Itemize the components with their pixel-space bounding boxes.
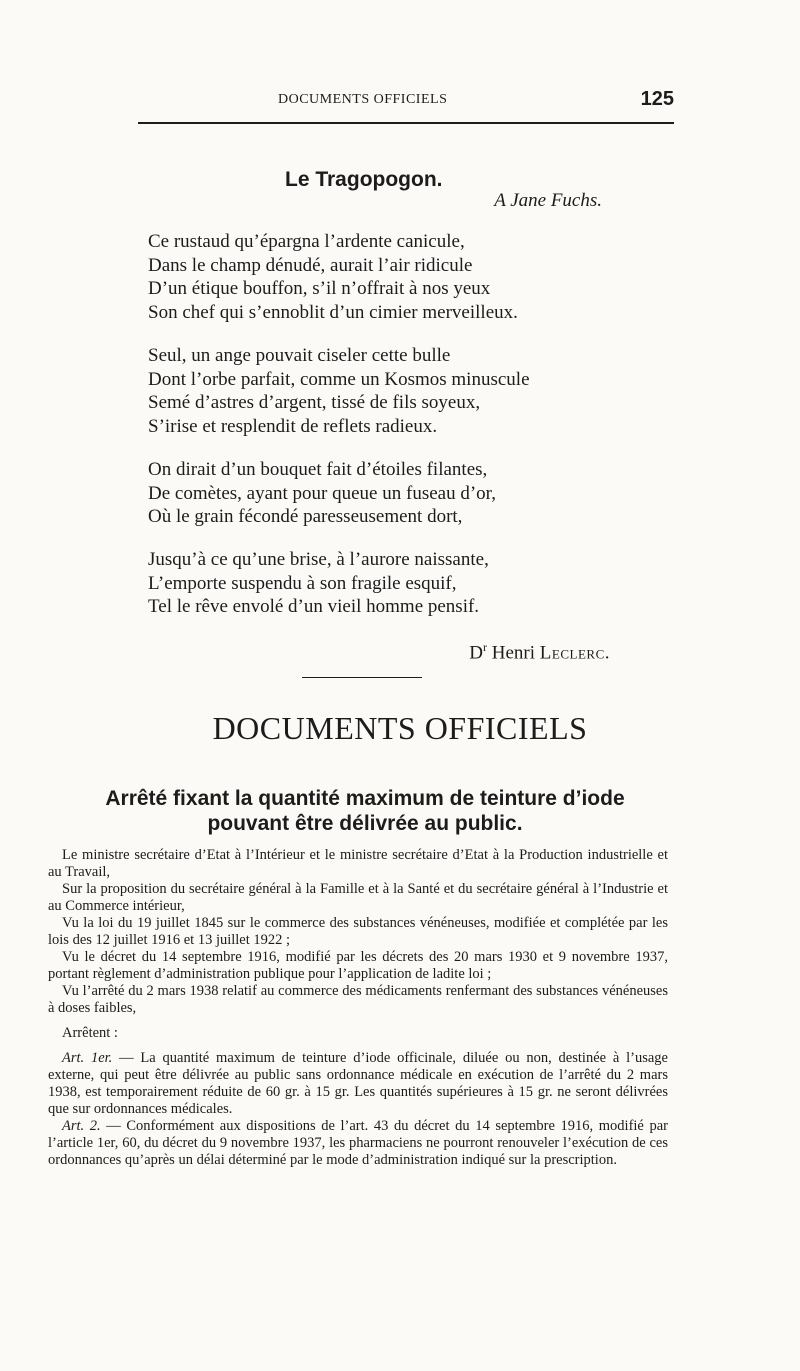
poem-stanza: [148, 344, 618, 438]
poem-signature: [469, 640, 610, 664]
signature-first-name: Henri: [491, 642, 536, 664]
poem-stanza: [148, 458, 618, 529]
poem-stanza: [148, 548, 618, 619]
poem-stanza: [148, 230, 618, 324]
body-paragraph: Le ministre secrétaire d’Etat à l’Intérieur et le ministre secrétaire d’Etat à la Production industrielle et au Travail,: [48, 847, 668, 880]
article-text: — Conformément aux dispositions de l’art. 43 du décret du 14 septembre 1916, modifié par l’article 1er, 60, du décret du 9 novembre 1937, les pharmaciens ne pourront renouveler l’exécution de ces ordonnances qu’après un délai déterminé par le mode d’administration indiqué sur la prescription.: [48, 1118, 668, 1168]
body-paragraph: Sur la proposition du secrétaire général à la Famille et à la Santé et du secrétaire général à l’Industrie et au Commerce intérieur,: [48, 881, 668, 914]
signature-prefix: D: [469, 642, 484, 664]
poem-dedication: A Jane Fuchs.: [494, 190, 602, 211]
poem-line: Semé d’astres d’argent, tissé de fils soyeux,: [148, 392, 481, 413]
running-title: DOCUMENTS OFFICIELS: [278, 92, 448, 107]
article-label: Art. 2.: [62, 1118, 101, 1134]
poem-line: Tel le rêve envolé d’un vieil homme pensif.: [148, 596, 480, 617]
article-label: Art. 1er.: [62, 1050, 113, 1066]
poem-line: L’emporte suspendu à son fragile esquif,: [148, 572, 457, 594]
article-1: [48, 1050, 668, 1118]
poem-line: Jusqu’à ce qu’une brise, à l’aurore naissante,: [148, 549, 489, 570]
poem-line: S’irise et resplendit de reflets radieux.: [148, 415, 438, 437]
poem-line: On dirait d’un bouquet fait d’étoiles filantes,: [148, 459, 488, 480]
poem-line: Seul, un ange pouvait ciseler cette bulle: [148, 345, 451, 366]
signature-sup: r: [483, 640, 488, 654]
poem-line: Dans le champ dénudé, aurait l’air ridicule: [148, 254, 473, 276]
arrete-title: [0, 786, 730, 836]
body-paragraph: Vu l’arrêté du 2 mars 1938 relatif au commerce des médicaments renfermant des substances vénéneuses à doses faibles,: [48, 983, 668, 1016]
poem-title: Le Tragopogon.: [285, 168, 443, 191]
poem-line: D’un étique bouffon, s’il n’offrait à nos yeux: [148, 278, 491, 299]
article-text: — La quantité maximum de teinture d’iode officinale, diluée ou non, destinée à l’usage externe, qui peut être délivrée au public sans ordonnance médicale en exécution de l’arrêté du 2 mars 1938, est temporairement réduite de 60 gr. à 15 gr. Les quantités supérieures à 15 gr. ne seront délivrées que sur ordonnances médicales.: [48, 1050, 668, 1117]
arrete-title-line: pouvant être délivrée au public.: [207, 812, 523, 835]
body-paragraph: Vu la loi du 19 juillet 1845 sur le commerce des substances vénéneuses, modifiée et complétée par les lois des 12 juillet 1916 et 13 juillet 1922 ;: [48, 915, 668, 948]
poem-line: Dont l’orbe parfait, comme un Kosmos minuscule: [148, 368, 530, 390]
running-head: [140, 90, 674, 114]
poem-line: Son chef qui s’ennoblit d’un cimier merveilleux.: [148, 301, 518, 323]
poem-line: Ce rustaud qu’épargna l’ardente canicule,: [148, 231, 465, 252]
section-divider: [302, 677, 422, 678]
body-paragraph: Arrêtent :: [62, 1025, 118, 1041]
header-rule: [138, 122, 674, 124]
section-title: DOCUMENTS OFFICIELS: [212, 710, 588, 746]
article-2: [48, 1118, 668, 1169]
page-number: 125: [640, 88, 674, 110]
body-paragraph: Vu le décret du 14 septembre 1916, modifié par les décrets des 20 mars 1930 et 9 novembre 1937, portant règlement d’administration publique pour l’application de ladite loi ;: [48, 949, 668, 982]
poem-line: De comètes, ayant pour queue un fuseau d’or,: [148, 482, 496, 504]
arrete-title-line: Arrêté fixant la quantité maximum de teinture d’iode: [105, 787, 625, 810]
signature-last-name: Leclerc.: [539, 642, 610, 664]
poem-line: Où le grain fécondé paresseusement dort,: [148, 506, 463, 527]
arrete-body: [48, 847, 668, 1169]
